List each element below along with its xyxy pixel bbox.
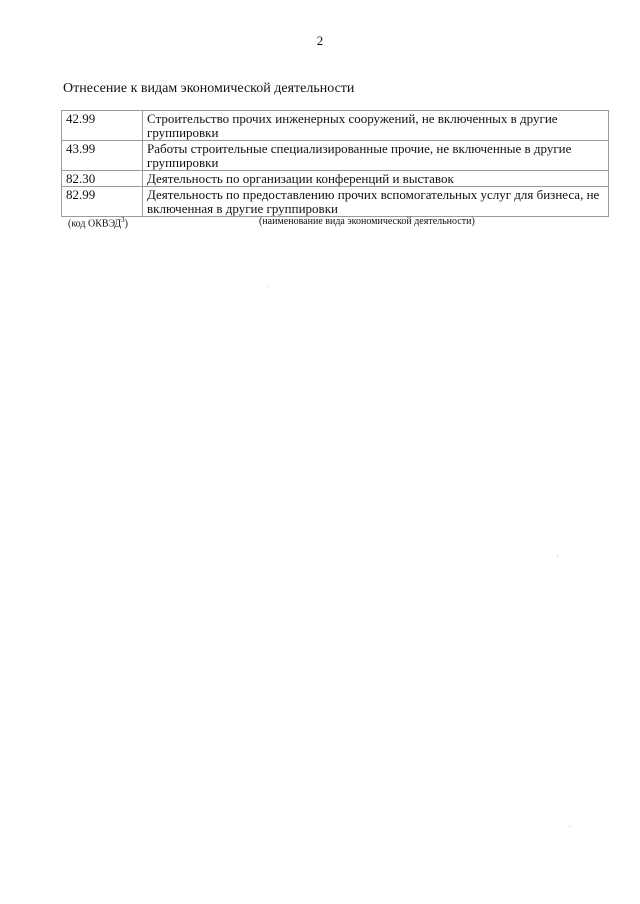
activity-name-caption: (наименование вида экономической деятельности) xyxy=(259,216,475,227)
table-row xyxy=(62,111,609,141)
scan-speck xyxy=(569,826,570,827)
activity-name: Работы строительные специализированные прочие, не включенные в другие группировки xyxy=(143,141,609,171)
activity-code: 82.99 xyxy=(62,187,143,217)
activity-table xyxy=(61,110,609,217)
table-row xyxy=(62,141,609,171)
section-heading: Отнесение к видам экономической деятельности xyxy=(63,81,355,96)
okved-code-caption xyxy=(68,216,128,229)
activity-name: Деятельность по предоставлению прочих вспомогательных услуг для бизнеса, не включенная в другие группировки xyxy=(143,187,609,217)
footnote-marker: 3 xyxy=(121,216,125,224)
activity-name: Деятельность по организации конференций и выставок xyxy=(143,171,609,187)
table-row xyxy=(62,187,609,217)
activity-name: Строительство прочих инженерных сооружений, не включенных в другие группировки xyxy=(143,111,609,141)
scan-speck xyxy=(557,556,558,557)
okved-code-caption-text: (код ОКВЭД xyxy=(68,218,122,230)
activity-code: 82.30 xyxy=(62,171,143,187)
scan-speck xyxy=(268,286,269,287)
okved-code-caption-close: ) xyxy=(124,218,128,230)
activity-code: 43.99 xyxy=(62,141,143,171)
page-number: 2 xyxy=(316,33,324,48)
activity-code: 42.99 xyxy=(62,111,143,141)
table-row xyxy=(62,171,609,187)
